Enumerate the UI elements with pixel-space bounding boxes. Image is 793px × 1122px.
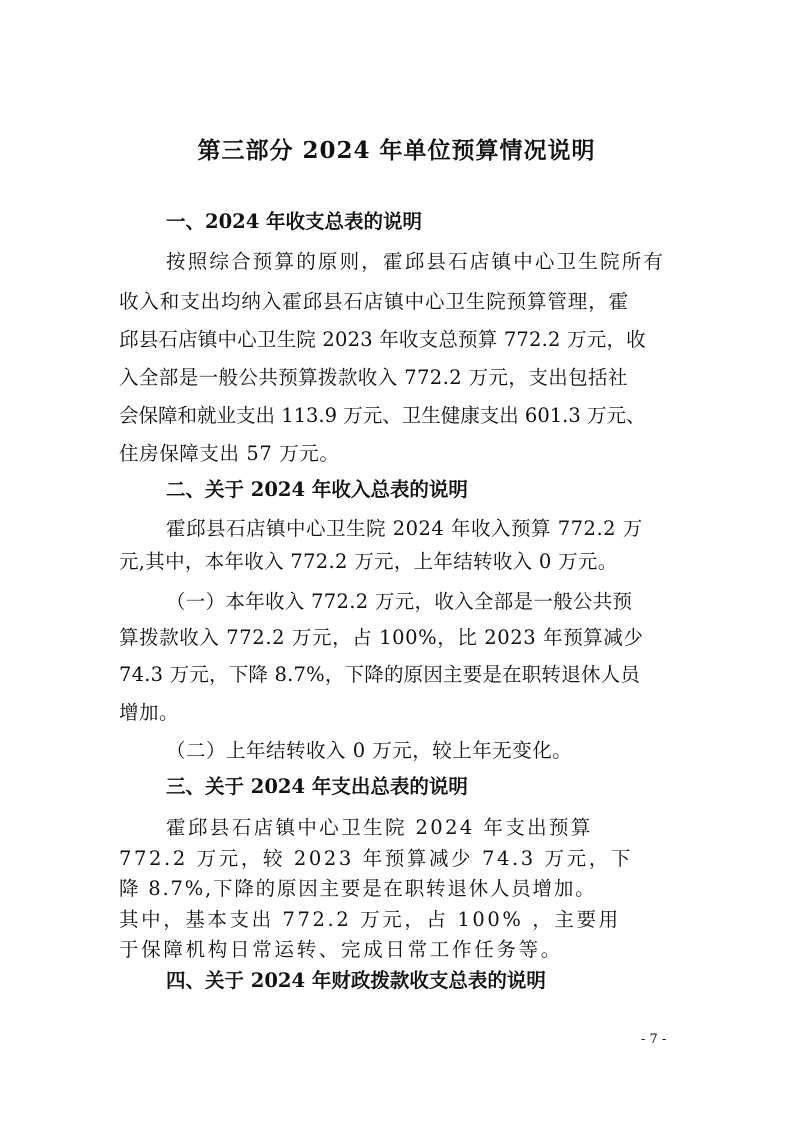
section-heading-3: 三、关于 2024 年支出总表的说明: [166, 775, 468, 798]
paragraph-line: 元,其中，本年收入 772.2 万元，上年结转收入 0 万元。: [119, 550, 618, 573]
page-number: - 7 -: [641, 1032, 667, 1047]
page-title: 第三部分 2024 年单位预算情况说明: [197, 137, 596, 164]
section-heading-2: 二、关于 2024 年收入总表的说明: [166, 478, 468, 501]
paragraph-line: 霍邱县石店镇中心卫生院 2024 年收入预算 772.2 万: [166, 517, 643, 540]
paragraph-line: 住房保障支出 57 万元。: [119, 442, 340, 465]
paragraph-line: 会保障和就业支出 113.9 万元、卫生健康支出 601.3 万元、: [119, 404, 646, 427]
paragraph-line: 于保障机构日常运转、完成日常工作任务等。: [119, 938, 564, 961]
paragraph-line: 入全部是一般公共预算拨款收入 772.2 万元，支出包括社: [119, 366, 628, 389]
section-heading-1: 一、2024 年收支总表的说明: [166, 210, 423, 233]
paragraph-line: 74.3 万元，下降 8.7%，下降的原因主要是在职转退休人员: [119, 663, 641, 686]
paragraph-line: （一）本年收入 772.2 万元，收入全部是一般公共预: [166, 590, 633, 613]
paragraph-line: 增加。: [119, 701, 180, 724]
paragraph-line: 降 8.7%,下降的原因主要是在职转退休人员增加。: [119, 877, 597, 900]
paragraph-line: 邱县石店镇中心卫生院 2023 年收支总预算 772.2 万元，收: [119, 328, 646, 351]
paragraph-line: 霍邱县石店镇中心卫生院 2024 年支出预算: [166, 816, 593, 839]
section-heading-4: 四、关于 2024 年财政拨款收支总表的说明: [166, 969, 546, 992]
paragraph-line: 其中，基本支出 772.2 万元，占 100% ，主要用: [119, 908, 621, 931]
paragraph-line: 772.2 万元，较 2023 年预算减少 74.3 万元，下: [119, 847, 633, 870]
paragraph-line: 收入和支出均纳入霍邱县石店镇中心卫生院预算管理，霍: [119, 290, 630, 313]
paragraph-line: 算拨款收入 772.2 万元，占 100%，比 2023 年预算减少: [119, 626, 644, 649]
paragraph-line: （二）上年结转收入 0 万元，较上年无变化。: [166, 739, 573, 762]
paragraph-line: 按照综合预算的原则，霍邱县石店镇中心卫生院所有: [166, 250, 666, 273]
